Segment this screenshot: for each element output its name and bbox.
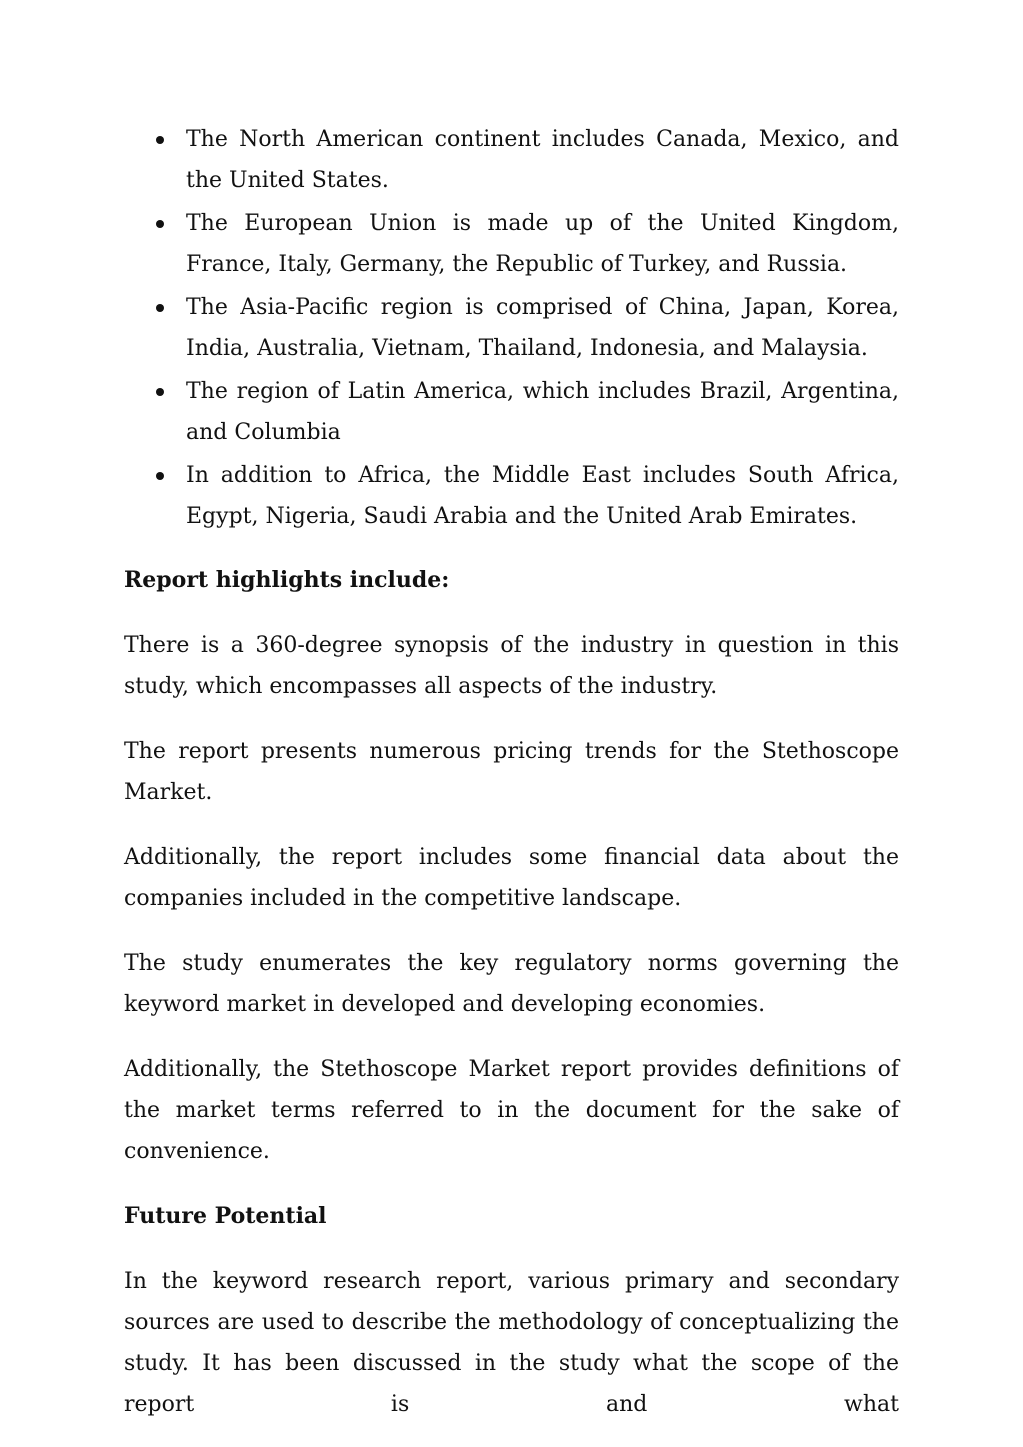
bullet-item-european-union (124, 203, 899, 285)
bullet-item-north-america (124, 119, 899, 201)
bullet-item-middle-east-africa (124, 455, 899, 537)
bullet-dot-icon (156, 136, 164, 144)
bullet-text: In addition to Africa, the Middle East includes South Africa, Egypt, Nigeria, Saudi Arabia and the United Arab Emirates. (186, 463, 899, 529)
highlight-paragraph-synopsis: There is a 360-degree synopsis of the industry in question in this study, which encompasses all aspects of the industry. (124, 633, 899, 699)
bullet-text: The Asia-Pacific region is comprised of China, Japan, Korea, India, Australia, Vietnam, Thailand, Indonesia, and Malaysia. (186, 295, 899, 361)
bullet-text: The region of Latin America, which includes Brazil, Argentina, and Columbia (186, 379, 899, 445)
report-highlights-heading: Report highlights include: (124, 567, 450, 593)
bullet-text: The North American continent includes Canada, Mexico, and the United States. (186, 127, 899, 193)
bullet-dot-icon (156, 388, 164, 396)
document-page (124, 119, 899, 1425)
bullet-dot-icon (156, 472, 164, 480)
bullet-item-latin-america (124, 371, 899, 453)
region-bullet-list (124, 119, 899, 537)
bullet-dot-icon (156, 220, 164, 228)
highlight-paragraph-regulatory: The study enumerates the key regulatory norms governing the keyword market in developed and developing economies. (124, 951, 899, 1017)
future-potential-paragraph: In the keyword research report, various primary and secondary sources are used to describe the methodology of conceptualizing the study. It has been discussed in the study what the scope of the report is and what (124, 1269, 899, 1417)
bullet-item-asia-pacific (124, 287, 899, 369)
bullet-dot-icon (156, 304, 164, 312)
highlight-paragraph-pricing: The report presents numerous pricing trends for the Stethoscope Market. (124, 739, 899, 805)
highlight-paragraph-definitions: Additionally, the Stethoscope Market report provides definitions of the market terms referred to in the document for the sake of convenience. (124, 1057, 899, 1164)
bullet-text: The European Union is made up of the United Kingdom, France, Italy, Germany, the Republic of Turkey, and Russia. (186, 211, 899, 277)
highlight-paragraph-financial: Additionally, the report includes some financial data about the companies included in the competitive landscape. (124, 845, 899, 911)
future-potential-heading: Future Potential (124, 1203, 327, 1229)
